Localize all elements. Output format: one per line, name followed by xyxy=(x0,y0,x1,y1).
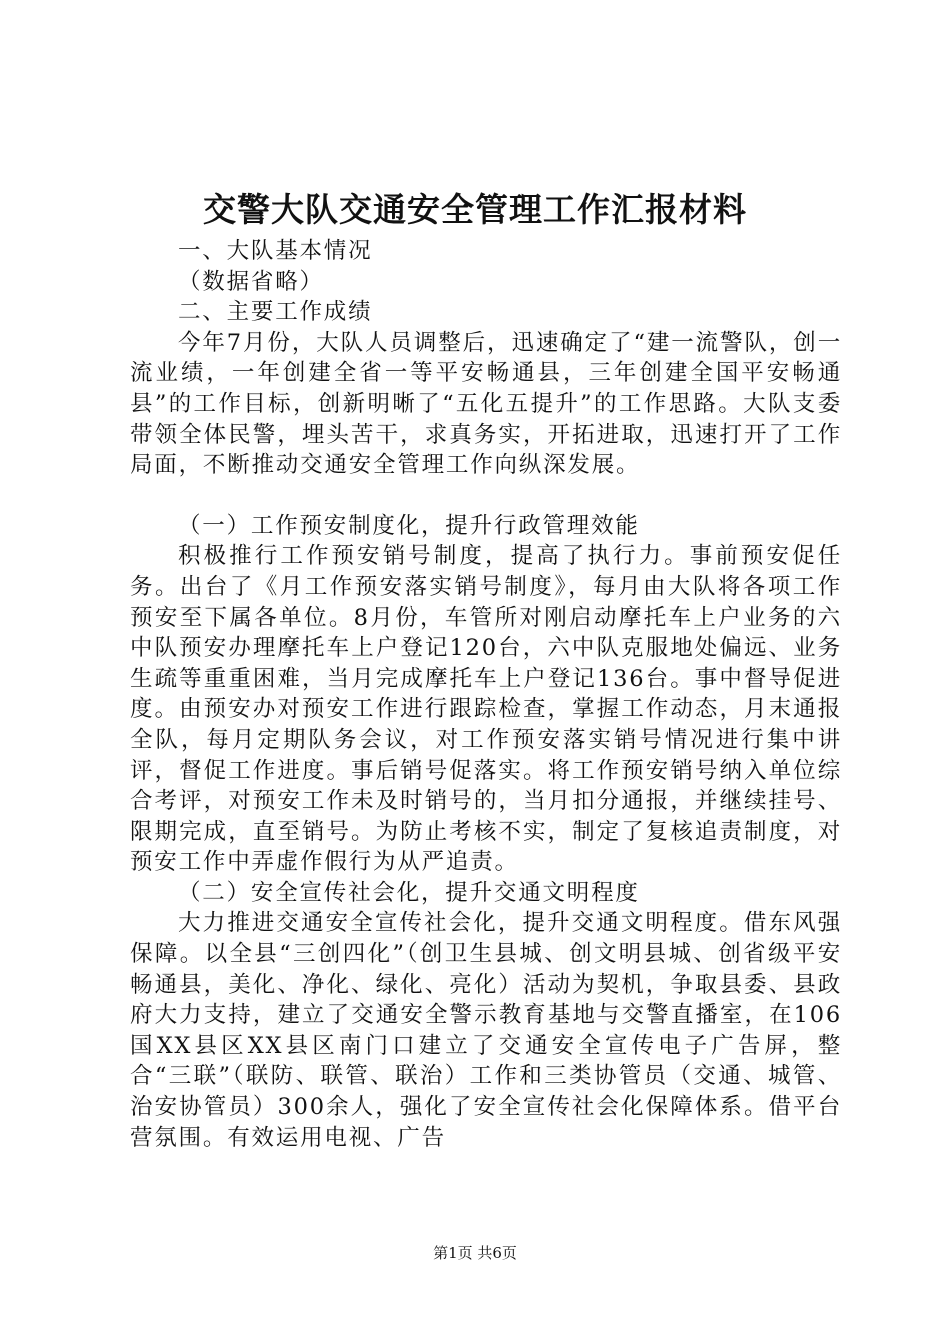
document-body xyxy=(130,236,842,1153)
section1-note: （数据省略） xyxy=(178,268,324,295)
section2-heading: 二、主要工作成绩 xyxy=(178,299,373,326)
page-number-footer: 第1页 共6页 xyxy=(433,1244,517,1262)
paragraph-gap xyxy=(130,481,842,511)
subsection1-heading: （一）工作预安制度化，提升行政管理效能 xyxy=(178,512,640,539)
subsection2-paragraph: 大力推进交通安全宣传社会化，提升交通文明程度。借东风强保障。以全县“三创四化”（创卫生县城、创文明县城、创省级平安畅通县，美化、净化、绿化、亮化）活动为契机，争取县委、县政府大力支持，建立了交通安全警示教育基地与交警直播室，在106国XX县区XX县区南门口建立了交通安全宣传电子广告屏，整合“三联”（联防、联管、联治）工作和三类协管员（交通、城管、治安协管员）300余人，强化了安全宣传社会化保障体系。借平台营氛围。有效运用电视、广告 xyxy=(130,910,842,1151)
section2-intro-paragraph: 今年7月份，大队人员调整后，迅速确定了“建一流警队，创一流业绩，一年创建全省一等平安畅通县，三年创建全国平安畅通县”的工作目标，创新明晰了“五化五提升”的工作思路。大队支委带领全体民警，埋头苦干，求真务实，开拓进取，迅速打开了工作局面，不断推动交通安全管理工作向纵深发展。 xyxy=(130,329,842,479)
subsection1-paragraph: 积极推行工作预安销号制度，提高了执行力。事前预安促任务。出台了《月工作预安落实销号制度》，每月由大队将各项工作预安至下属各单位。8月份，车管所对刚启动摩托车上户业务的六中队预安办理摩托车上户登记120台，六中队克服地处偏远、业务生疏等重重困难，当月完成摩托车上户登记136台。事中督导促进度。由预安办对预安工作进行跟踪检查，掌握工作动态，月末通报全队，每月定期队务会议，对工作预安落实销号情况进行集中讲评，督促工作进度。事后销号促落实。将工作预安销号纳入单位综合考评，对预安工作未及时销号的，当月扣分通报，并继续挂号、限期完成，直至销号。为防止考核不实，制定了复核追责制度，对预安工作中弄虚作假行为从严追责。 xyxy=(130,543,842,876)
document-title: 交警大队交通安全管理工作汇报材料 xyxy=(203,190,747,229)
section1-heading: 一、大队基本情况 xyxy=(178,238,373,264)
subsection2-heading: （二）安全宣传社会化，提升交通文明程度 xyxy=(178,879,640,906)
